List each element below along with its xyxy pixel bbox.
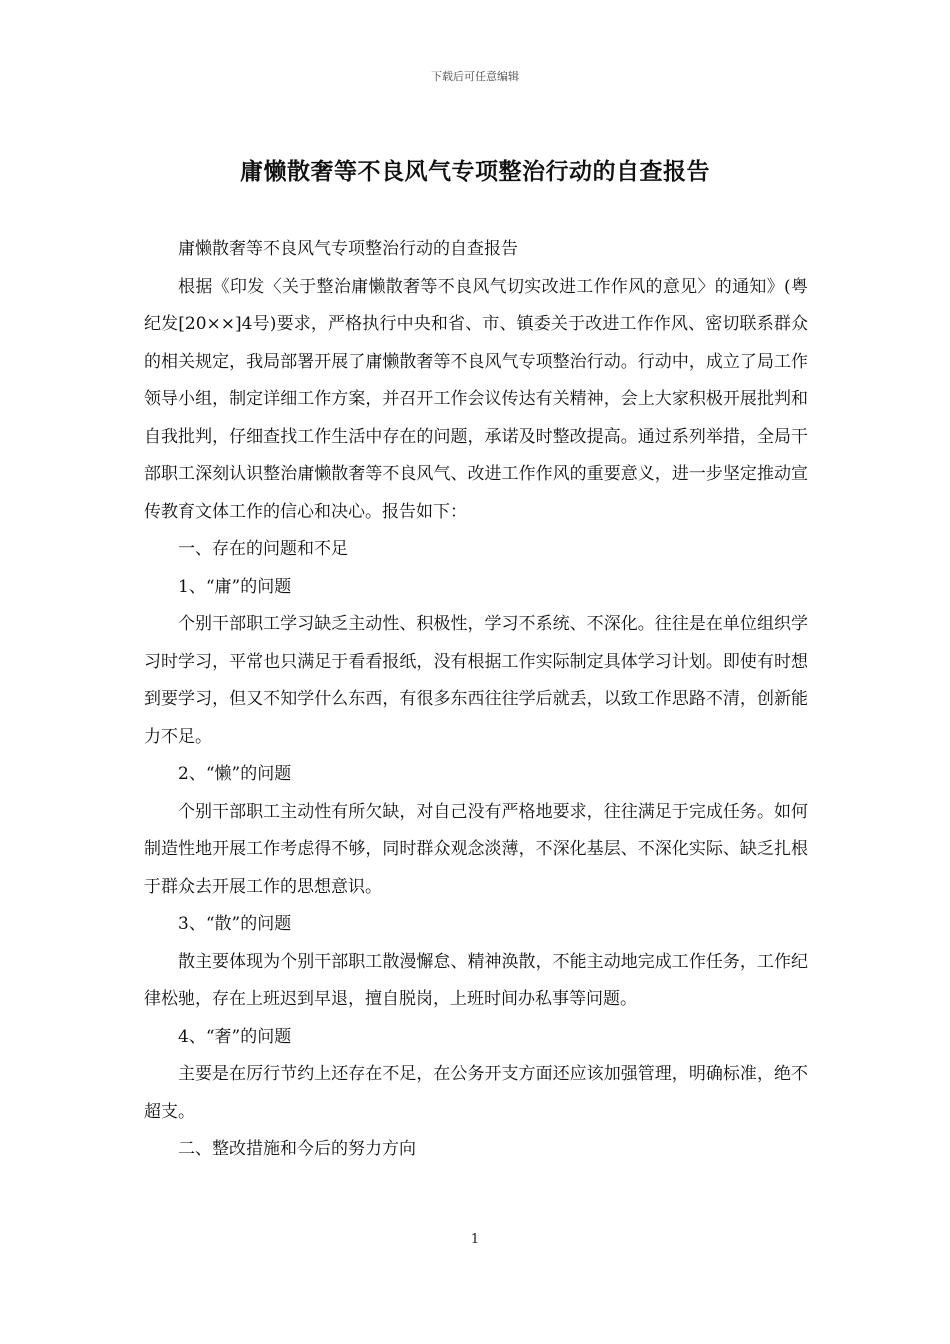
paragraph-lan: 个别干部职工主动性有所欠缺，对自己没有严格地要求，往往满足于完成任务。如何制造性地开展工作考虑得不够，同时群众观念淡薄，不深化基层、不深化实际、缺乏扎根于群众去开展工作的思想意识。 xyxy=(144,801,808,897)
subheading-lan: 2、“懒”的问题 xyxy=(178,764,292,784)
subheading-yong: 1、“庸”的问题 xyxy=(178,576,292,597)
header-note: 下载后可任意编辑 xyxy=(431,70,519,83)
section-heading-measures: 二、整改措施和今后的努力方向 xyxy=(178,1139,416,1159)
paragraph-san: 散主要体现为个别干部职工散漫懈怠、精神涣散，不能主动地完成工作任务，工作纪律松驰，存在上班迟到早退，擅自脱岗，上班时间办私事等问题。 xyxy=(144,951,808,1009)
paragraph-subtitle: 庸懒散奢等不良风气专项整治行动的自查报告 xyxy=(178,239,518,259)
subheading-she: 4、“奢”的问题 xyxy=(178,1026,292,1047)
document-body xyxy=(144,231,808,1169)
paragraph-she: 主要是在厉行节约上还存在不足，在公务开支方面还应该加强管理，明确标准，绝不超支。 xyxy=(144,1064,808,1122)
section-heading-problems: 一、存在的问题和不足 xyxy=(178,539,348,559)
page-number: 1 xyxy=(470,1232,480,1247)
paragraph-yong: 个别干部职工学习缺乏主动性、积极性，学习不系统、不深化。往往是在单位组织学习时学习，平常也只满足于看看报纸，没有根据工作实际制定具体学习计划。即使有时想到要学习，但又不知学什么东西，有很多东西往往学后就丢，以致工作思路不清，创新能力不足。 xyxy=(144,614,808,747)
subheading-san: 3、“散”的问题 xyxy=(178,914,292,934)
document-title: 庸懒散奢等不良风气专项整治行动的自查报告 xyxy=(240,159,710,185)
paragraph-intro: 根据《印发〈关于整治庸懒散奢等不良风气切实改进工作作风的意见〉的通知》(粤纪发[20××]4号)要求，严格执行中央和省、市、镇委关于改进工作作风、密切联系群众的相关规定，我局部署开展了庸懒散奢等不良风气专项整治行动。行动中，成立了局工作领导小组，制定详细工作方案，并召开工作会议传达有关精神，会上大家积极开展批判和自我批判，仔细查找工作生活中存在的问题，承诺及时整改提高。通过系列举措，全局干部职工深刻认识整治庸懒散奢等不良风气、改进工作作风的重要意义，进一步坚定推动宣传教育文体工作的信心和决心。报告如下： xyxy=(144,276,808,522)
